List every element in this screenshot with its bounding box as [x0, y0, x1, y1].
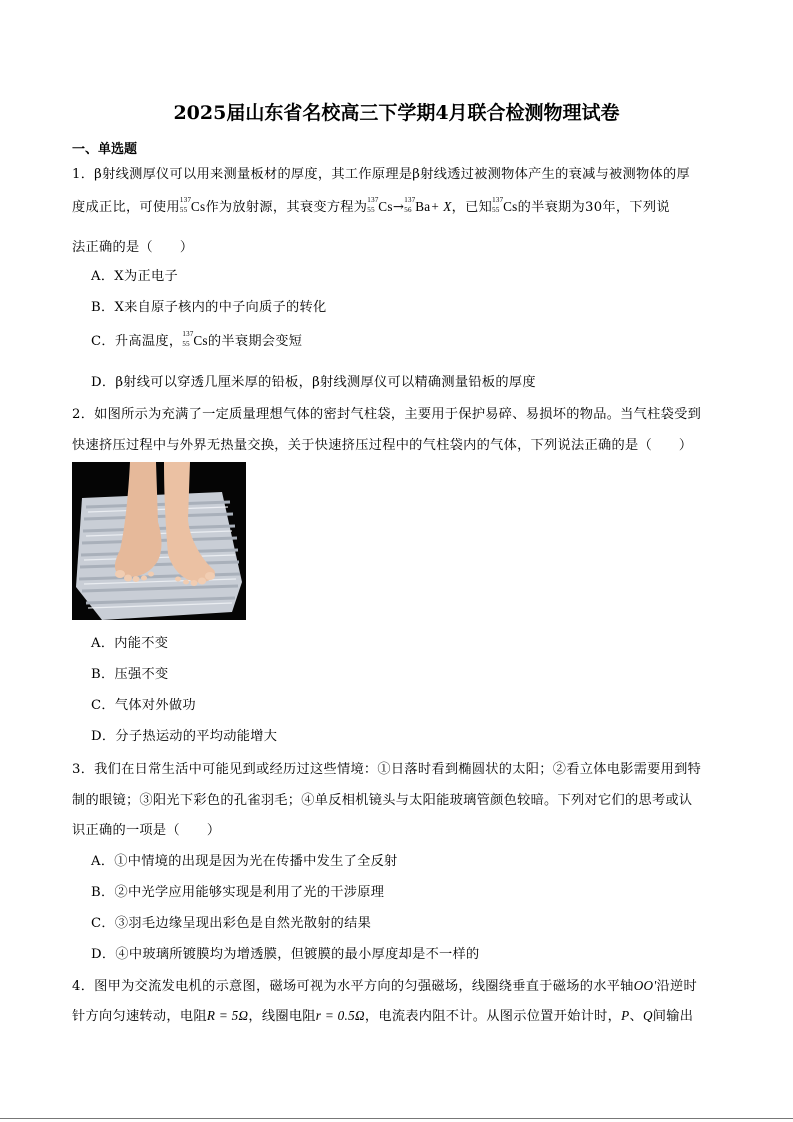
q3-option-c[interactable]: C．③羽毛边缘呈现出彩色是自然光散射的结果 — [91, 916, 372, 931]
q1-option-c[interactable]: C．升高温度， 137 55 Cs的半衰期会变短 — [91, 330, 303, 349]
q1-option-d[interactable]: D．β射线可以穿透几厘米厚的铅板，β射线测厚仪可以精确测量铅板的厚度 — [91, 375, 536, 390]
q3-line3: 识正确的一项是（ ） — [72, 823, 221, 838]
arrow: → — [392, 200, 405, 215]
q1-line3: 法正确的是（ ） — [72, 240, 194, 255]
q3-option-a[interactable]: A．①中情境的出现是因为光在传播中发生了全反射 — [91, 854, 398, 869]
q4-line1: 4．图甲为交流发电机的示意图，磁场可视为水平方向的匀强磁场，线圈绕垂直于磁场的水平轴OO'沿逆时 — [72, 978, 697, 994]
q3-line1: 3．我们在日常生活中可能见到或经历过这些情境：①日落时看到椭圆状的太阳；②看立体电影需要用到特 — [72, 762, 702, 777]
q3-option-b[interactable]: B．②中光学应用能够实现是利用了光的干涉原理 — [91, 885, 385, 900]
air-column-bag-photo — [72, 462, 246, 620]
q2-option-d[interactable]: D．分子热运动的平均动能增大 — [91, 729, 278, 744]
cs-nuclide-halflife: 137 55 Cs — [492, 196, 518, 214]
q1-option-b[interactable]: B．X来自原子核内的中子向质子的转化 — [91, 300, 327, 315]
section-heading: 一、单选题 — [72, 142, 138, 157]
resistance-r: r = 0.5Ω — [315, 1008, 365, 1023]
q3-option-d[interactable]: D．④中玻璃所镀膜均为增透膜，但镀膜的最小厚度却是不一样的 — [91, 947, 480, 962]
q2-option-a[interactable]: A．内能不变 — [91, 636, 169, 651]
q2-option-b[interactable]: B．压强不变 — [91, 667, 169, 682]
ba-nuclide: 137 56 Ba — [404, 196, 431, 214]
page-bottom-rule — [0, 1118, 793, 1119]
q2-line2: 快速挤压过程中与外界无热量交换，关于快速挤压过程中的气柱袋内的气体，下列说法正确的是（ ） — [72, 438, 693, 453]
q4-line2: 针方向匀速转动，电阻R = 5Ω，线圈电阻r = 0.5Ω，电流表内阻不计。从图示位置开始计时，P、Q间输出 — [72, 1008, 694, 1024]
page-title: 2025届山东省名校高三下学期4月联合检测物理试卷 — [173, 102, 620, 124]
q3-line2: 制的眼镜；③阳光下彩色的孔雀羽毛；④单反相机镜头与太阳能玻璃管颜色较暗。下列对它们的思考或认 — [72, 793, 693, 808]
q2-option-c[interactable]: C．气体对外做功 — [91, 698, 196, 713]
cs-nuclide: 137 55 Cs — [179, 196, 206, 214]
q1-option-a[interactable]: A．X为正电子 — [91, 269, 178, 284]
axis-label: OO' — [633, 978, 657, 993]
resistance-R: R = 5Ω — [206, 1008, 249, 1023]
q2-line1: 2．如图所示为充满了一定质量理想气体的密封气柱袋，主要用于保护易碎、易损坏的物品。当气柱袋受到 — [72, 407, 702, 422]
q1-line2: 度成正比，可使用 137 55 Cs作为放射源，其衰变方程为 137 55 Cs→ 137 56 Ba+ X，已知 137 55 Cs的半衰期为30年，下列说 — [72, 196, 670, 215]
q1-line1: 1．β射线测厚仪可以用来测量板材的厚度，其工作原理是β射线透过被测物体产生的衰减与被测物体的厚 — [72, 167, 690, 182]
cs-nuclide-option: 137 55 Cs — [182, 330, 208, 348]
cs-nuclide-equation: 137 55 Cs — [367, 196, 393, 214]
